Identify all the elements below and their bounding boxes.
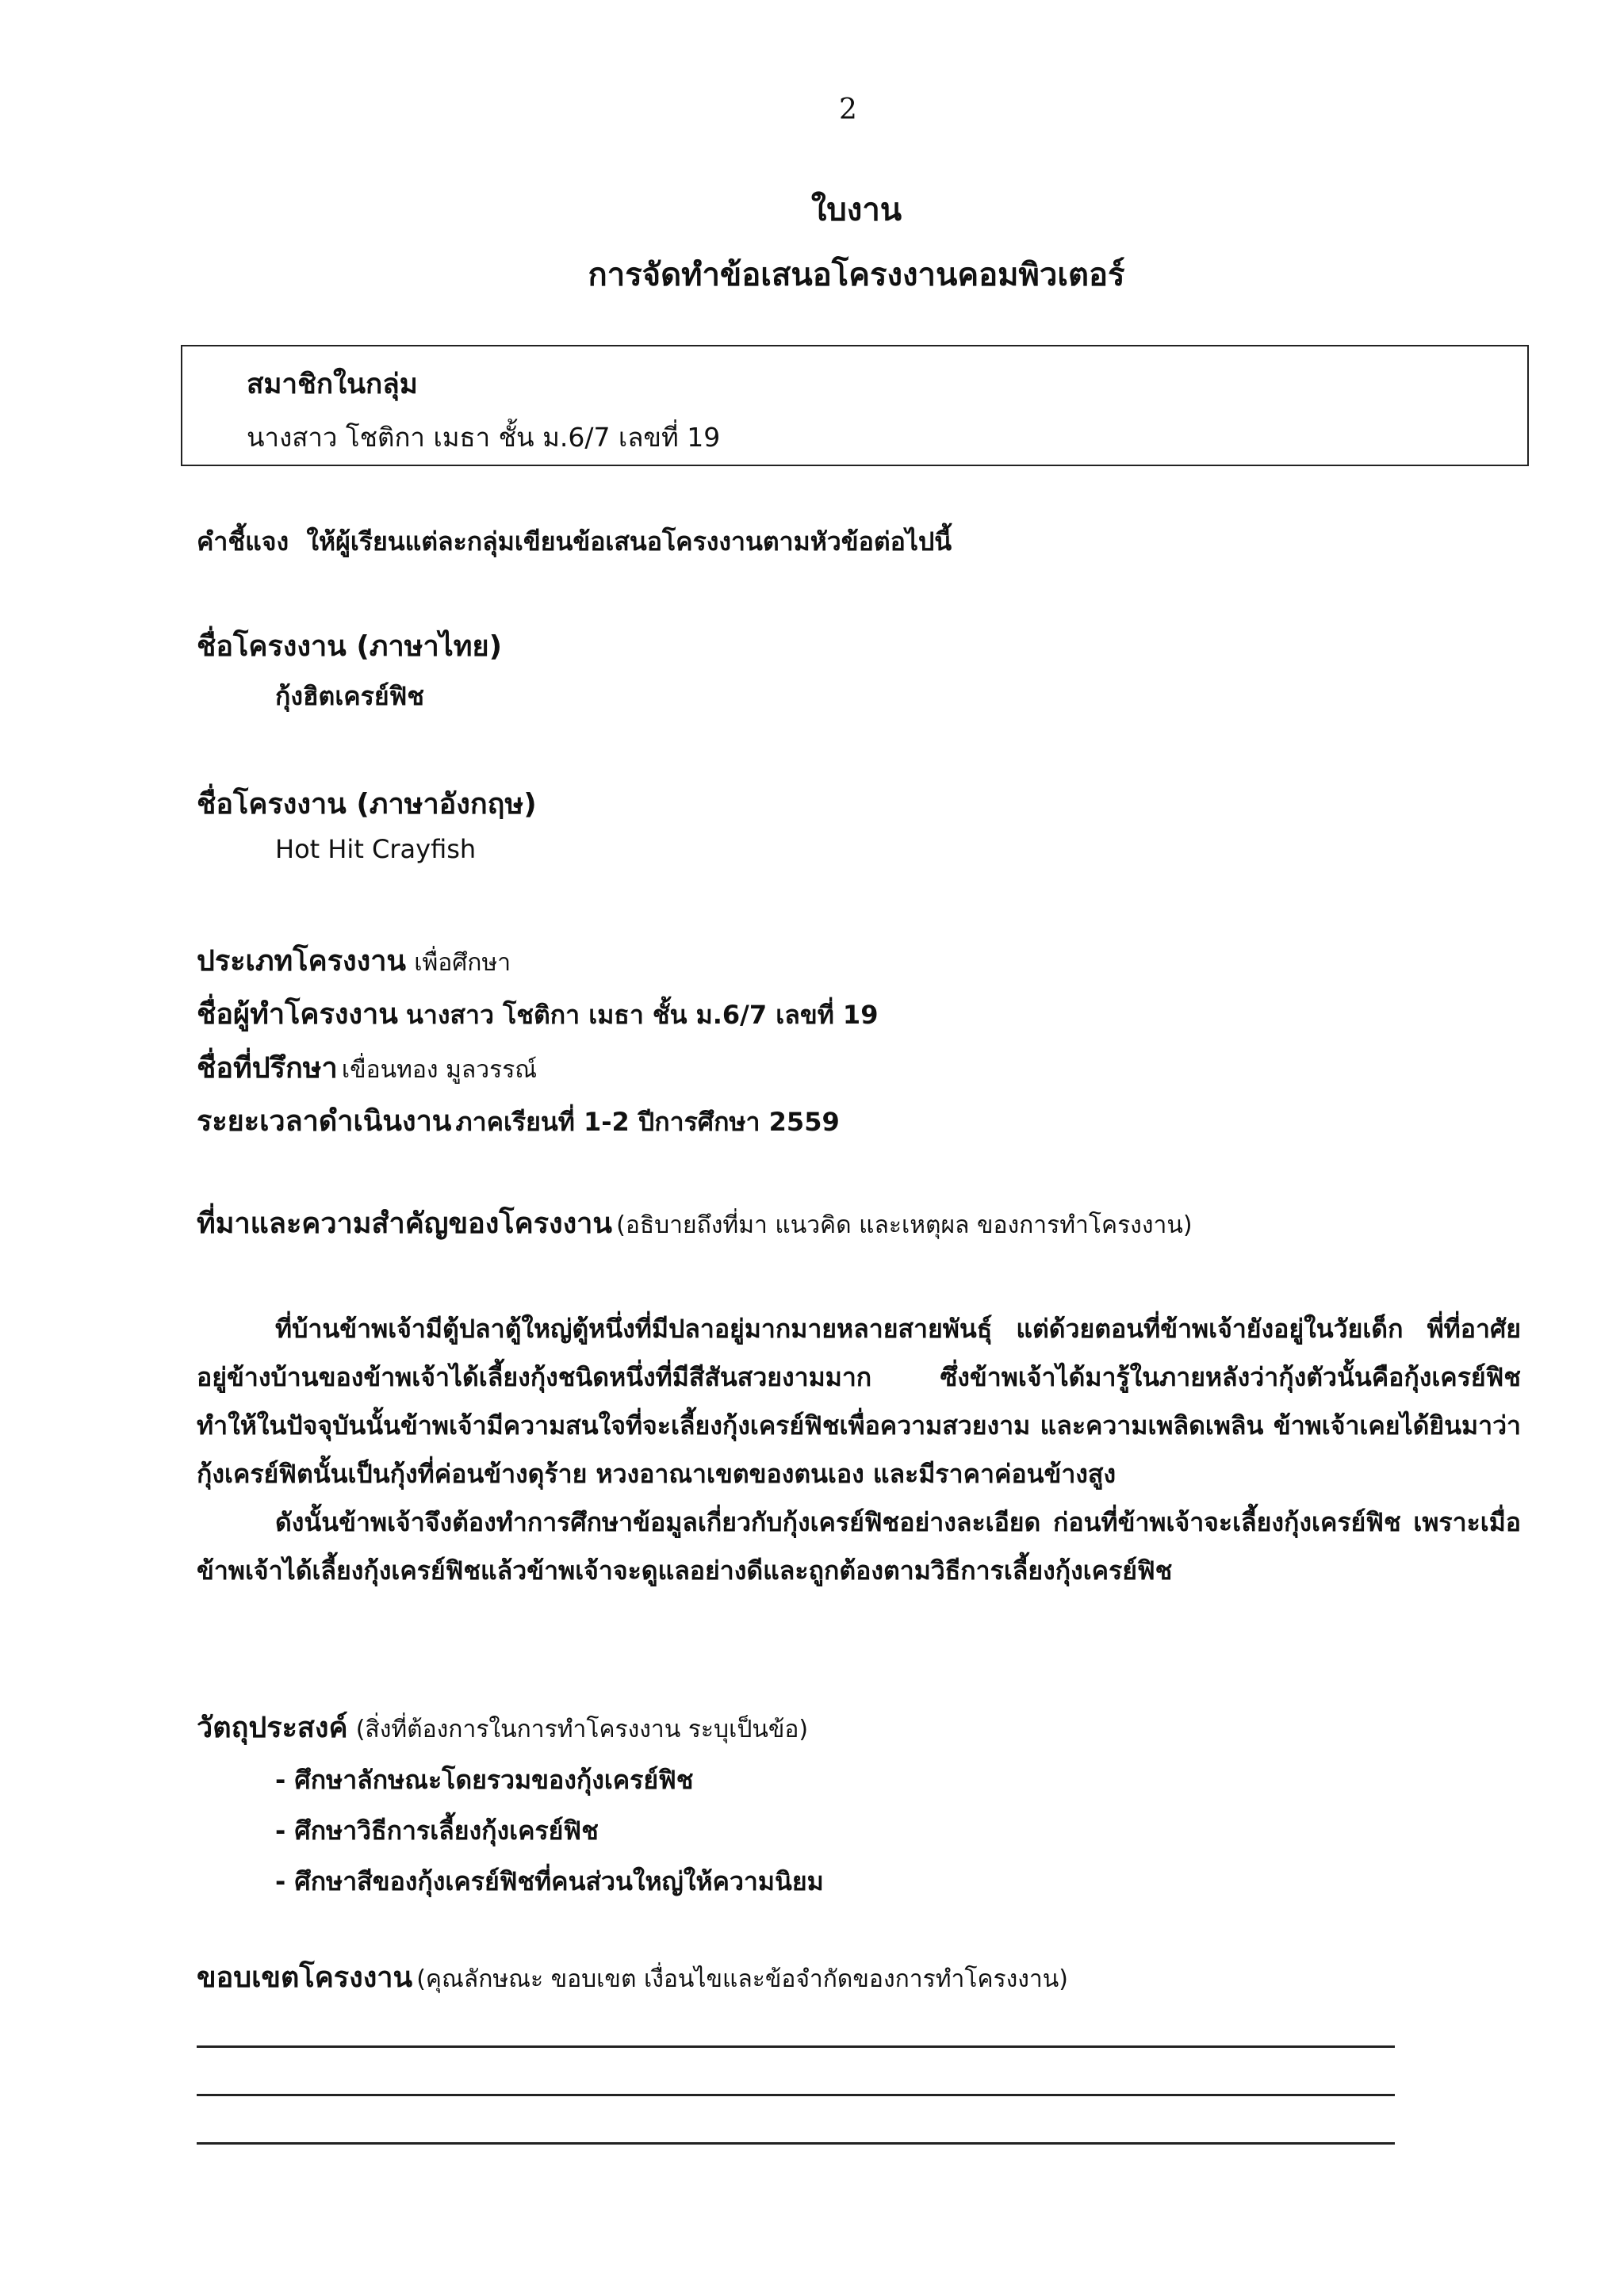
scope-hint: (คุณลักษณะ ขอบเขต เงื่อนไขและข้อจำกัดของการทำโครงงาน) (416, 1965, 1068, 1993)
author-row (197, 991, 878, 1036)
author-label: ชื่อผู้ทำโครงงาน (197, 998, 398, 1031)
background-paragraph-1: ที่บ้านข้าพเจ้ามีตู้ปลาตู้ใหญ่ตู้หนึ่งที่มีปลาอยู่มากมายหลายสายพันธุ์ แต่ด้วยตอนที่ข้าพเจ้ายังอยู่ในวัยเด็ก พี่ที่อาศัยอยู่ข้างบ้านของข้าพเจ้าได้เลี้ยงกุ้งชนิดหนึ่งที่มีสีสันสวยงามมาก ซึ่งข้าพเจ้าได้มารู้ในภายหลังว่ากุ้งตัวนั้นคือกุ้งเครย์ฟิช ทำให้ในปัจจุบันนั้นข้าพเจ้ามีความสนใจที่จะเลี้ยงกุ้งเครย์ฟิชเพื่อความสวยงาม และความเพลิดเพลิน ข้าพเจ้าเคยได้ยินมาว่ากุ้งเครย์ฟิตนั้นเป็นกุ้งที่ค่อนข้างดุร้าย หวงอาณาเขตของตนเอง และมีราคาค่อนข้างสูง (197, 1314, 1521, 1489)
project-type-value: เพื่อศึกษา (414, 949, 511, 977)
duration-label: ระยะเวลาดำเนินงาน (197, 1105, 452, 1138)
document-subtitle: การจัดทำข้อเสนอโครงงานคอมพิวเตอร์ (588, 257, 1125, 293)
background-heading (197, 1200, 1193, 1246)
scope-label: ขอบเขตโครงงาน (197, 1961, 413, 1994)
name-en-value: Hot Hit Crayfish (275, 834, 477, 864)
duration-row (197, 1098, 840, 1143)
background-body (197, 1305, 1521, 1595)
instruction-text: ให้ผู้เรียนแต่ละกลุ่มเขียนข้อเสนอโครงงานตามหัวข้อต่อไปนี้ (306, 526, 952, 557)
document-title: ใบงาน (810, 192, 902, 228)
objectives-label: วัตถุประสงค์ (197, 1712, 348, 1744)
objectives-hint: (สิ่งที่ต้องการในการทำโครงงาน ระบุเป็นข้อ) (355, 1716, 809, 1743)
members-line: นางสาว โชติกา เมธา ชั้น ม.6/7 เลขที่ 19 (247, 422, 721, 453)
scope-heading (197, 1954, 1068, 1999)
background-paragraph-2: ดังนั้นข้าพเจ้าจึงต้องทำการศึกษาข้อมูลเกี่ยวกับกุ้งเครย์ฟิชอย่างละเอียด ก่อนที่ข้าพเจ้าจะเลี้ยงกุ้งเครย์ฟิช เพราะเมื่อข้าพเจ้าได้เลี้ยงกุ้งเครย์ฟิชแล้วข้าพเจ้าจะดูแลอย่างดีและถูกต้องตามวิธีการเลี้ยงกุ้งเครย์ฟิช (197, 1507, 1521, 1586)
author-value: นางสาว โชติกา เมธา ชั้น ม.6/7 เลขที่ 19 (406, 1000, 879, 1030)
objectives-heading (197, 1705, 808, 1750)
duration-value: ภาคเรียนที่ 1-2 ปีการศึกษา 2559 (455, 1107, 840, 1137)
advisor-row (197, 1045, 537, 1090)
instruction (197, 522, 952, 562)
answer-line (197, 2094, 1395, 2096)
members-heading: สมาชิกในกลุ่ม (247, 369, 418, 400)
project-type-label: ประเภทโครงงาน (197, 945, 407, 978)
advisor-label: ชื่อที่ปรึกษา (197, 1052, 338, 1085)
answer-line (197, 2045, 1395, 2048)
page-number: 2 (839, 94, 857, 126)
advisor-value: เขื่อนทอง มูลวรรณ์ (341, 1056, 538, 1084)
instruction-label: คำชี้แจง (197, 526, 289, 557)
objective-item: - ศึกษาวิธีการเลี้ยงกุ้งเครย์ฟิช (275, 1816, 599, 1846)
members-box (181, 345, 1529, 466)
objective-item: - ศึกษาสีของกุ้งเครย์ฟิชที่คนส่วนใหญ่ให้ความนิยม (275, 1866, 824, 1896)
project-type-row (197, 938, 511, 983)
background-hint: (อธิบายถึงที่มา แนวคิด และเหตุผล ของการทำโครงงาน) (616, 1211, 1193, 1239)
name-en-label: ชื่อโครงงาน (ภาษาอังกฤษ) (197, 788, 537, 821)
objective-item: - ศึกษาลักษณะโดยรวมของกุ้งเครย์ฟิช (275, 1765, 694, 1795)
name-th-label: ชื่อโครงงาน (ภาษาไทย) (197, 630, 503, 663)
answer-line (197, 2142, 1395, 2145)
name-th-value: กุ้งฮิตเครย์ฟิช (275, 681, 424, 711)
background-label: ที่มาและความสำคัญของโครงงาน (197, 1207, 613, 1240)
